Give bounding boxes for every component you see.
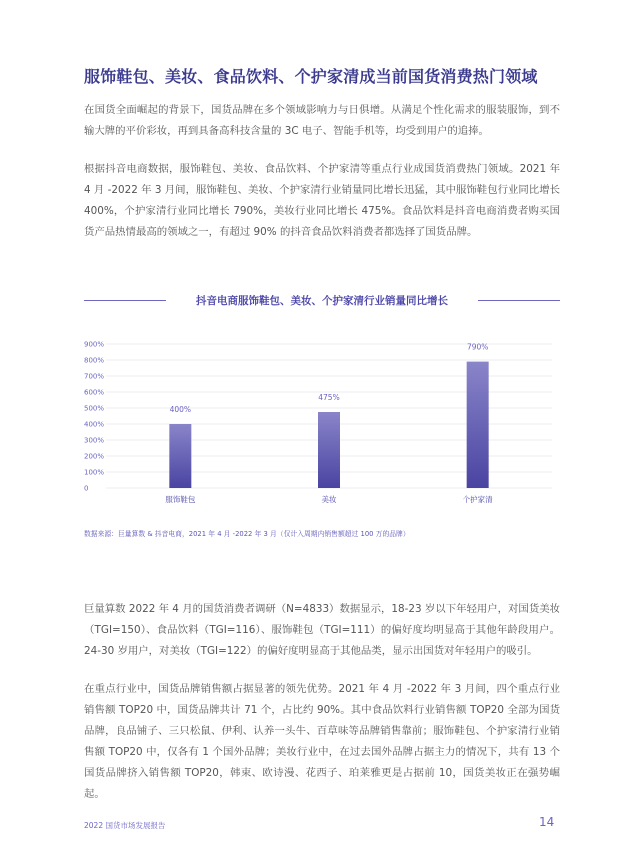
data-label: 475%	[318, 393, 340, 402]
x-category-label: 服饰鞋包	[165, 495, 196, 504]
data-source-note: 数据来源：巨量算数 & 抖音电商，2021 年 4 月 -2022 年 3 月（仅计入周期内销售额超过 100 万的品牌）	[84, 530, 410, 538]
bar-1	[169, 424, 191, 488]
report-footer-title: 2022 国货市场发展报告	[84, 821, 166, 830]
data-label: 790%	[466, 342, 489, 352]
y-tick-label: 300%	[84, 436, 105, 445]
bar-2	[318, 412, 340, 488]
chart-title-banner	[84, 293, 560, 309]
y-tick-label: 0	[84, 484, 89, 493]
y-tick-label: 600%	[84, 388, 105, 397]
y-tick-label: 800%	[84, 356, 105, 365]
paragraph-intro: 在国货全面崛起的背景下，国货品牌在多个领域影响力与日俱增。从满足个性化需求的服装服饰，到不输大牌的平价彩妆，再到具备高科技含量的 3C 电子、智能手机等，均受到用户的追捧。	[84, 104, 560, 137]
chart-title-rule-right	[478, 300, 560, 301]
data-label: 400%	[169, 405, 192, 414]
x-category-label: 个护家清	[462, 495, 493, 504]
paragraph-industry-data: 根据抖音电商数据，服饰鞋包、美妆、食品饮料、个护家清等重点行业成国货消费热门领域。2021 年 4 月 -2022 年 3 月间，服饰鞋包、美妆、个护家清行业销量同比增长迅猛，其中服饰鞋包行业同比增长 400%，个护家清行业同比增长 790%，美妆行业同比增长 475%。食品饮料是抖音电商消费者购买国货产品热情最高的领域之一，有超过 90% 的抖音食品饮料消费者都选择了国货品牌。	[84, 163, 560, 238]
page-number: 14	[539, 815, 555, 829]
y-tick-label: 500%	[84, 404, 105, 413]
y-tick-label: 100%	[84, 468, 105, 477]
bar-3	[467, 362, 489, 488]
y-tick-label: 900%	[84, 340, 105, 349]
y-tick-label: 200%	[84, 452, 105, 461]
paragraph-top20: 在重点行业中，国货品牌销售额占据显著的领先优势。2021 年 4 月 -2022 年 3 月间，四个重点行业销售额 TOP20 中，国货品牌共计 71 个，占比约 90%。其中食品饮料行业销售额 TOP20 全部为国货品牌，良品铺子、三只松鼠、伊利、认养一头牛、百草味等品牌销售靠前；服饰鞋包、个护家清行业销售额 TOP20 中，仅各有 1 个国外品牌；美妆行业中，在过去国外品牌占据主力的情况下，共有 13 个国货品牌挤入销售额 TOP20，韩束、欧诗漫、花西子、珀莱雅更是占据前 10，国货美妆正在强势崛起。	[84, 683, 560, 800]
y-tick-label: 700%	[84, 372, 105, 381]
paragraph-survey: 巨量算数 2022 年 4 月的国货消费者调研（N=4833）数据显示，18-23 岁以下年轻用户，对国货美妆（TGI=150）、食品饮料（TGI=116）、服饰鞋包（TGI=111）的偏好度均明显高于其他年龄段用户。24-30 岁用户，对美妆（TGI=122）的偏好度明显高于其他品类，显示出国货对年轻用户的吸引。	[84, 603, 560, 657]
bar-chart	[80, 330, 560, 514]
x-category-label: 美妆	[321, 495, 337, 504]
y-tick-label: 400%	[84, 420, 105, 429]
chart-title: 抖音电商服饰鞋包、美妆、个护家清行业销量同比增长	[196, 295, 448, 307]
page-title: 服饰鞋包、美妆、食品饮料、个护家清成当前国货消费热门领域	[84, 67, 538, 86]
